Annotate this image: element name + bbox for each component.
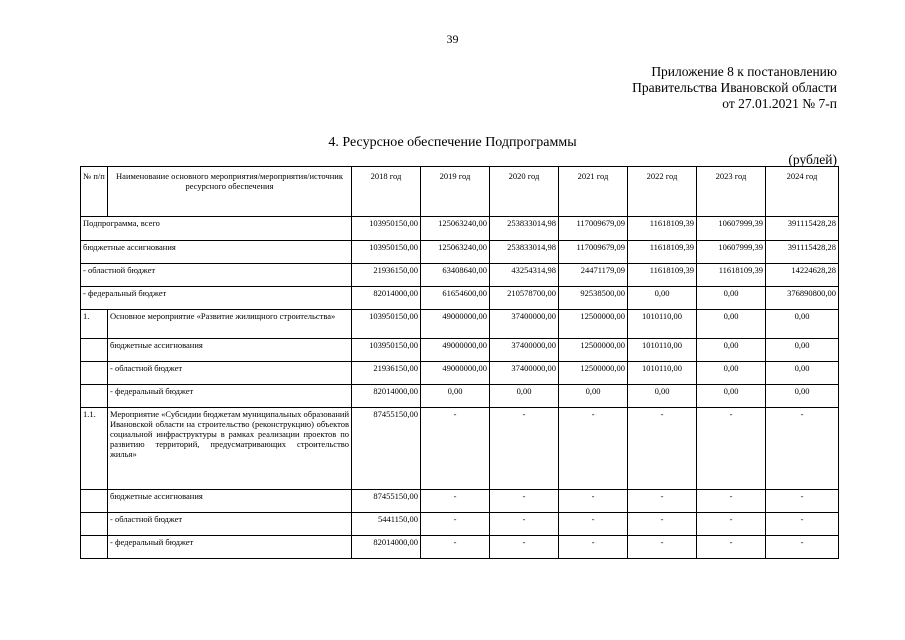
row-num bbox=[81, 362, 108, 385]
row-name: - областной бюджет bbox=[108, 362, 352, 385]
cell-2021: 117009679,09 bbox=[559, 217, 628, 241]
cell-2022: - bbox=[628, 536, 697, 559]
header-2023: 2023 год bbox=[697, 167, 766, 217]
cell-2021: 92538500,00 bbox=[559, 287, 628, 310]
header-2020: 2020 год bbox=[490, 167, 559, 217]
cell-2024: 391115428,28 bbox=[766, 241, 839, 264]
cell-2024: 0,00 bbox=[766, 339, 839, 362]
row-name: Основное мероприятие «Развитие жилищного строительства» bbox=[108, 310, 352, 339]
table-row bbox=[81, 408, 839, 490]
table-row bbox=[81, 287, 839, 310]
cell-2023: - bbox=[697, 490, 766, 513]
cell-2019: - bbox=[421, 513, 490, 536]
table-row bbox=[81, 241, 839, 264]
cell-2018: 82014000,00 bbox=[352, 287, 421, 310]
header-2018: 2018 год bbox=[352, 167, 421, 217]
row-num bbox=[81, 536, 108, 559]
cell-2018: 103950150,00 bbox=[352, 339, 421, 362]
resource-table bbox=[80, 166, 839, 559]
cell-2018: 82014000,00 bbox=[352, 385, 421, 408]
cell-2024: - bbox=[766, 490, 839, 513]
header-2024: 2024 год bbox=[766, 167, 839, 217]
cell-2023: - bbox=[697, 536, 766, 559]
cell-2018: 21936150,00 bbox=[352, 264, 421, 287]
cell-2020: 210578700,00 bbox=[490, 287, 559, 310]
cell-2021: 12500000,00 bbox=[559, 310, 628, 339]
cell-2019: 61654600,00 bbox=[421, 287, 490, 310]
unit-label: (рублей) bbox=[788, 152, 837, 167]
appendix-line-3: от 27.01.2021 № 7-п bbox=[722, 96, 837, 111]
row-name: - федеральный бюджет bbox=[108, 385, 352, 408]
cell-2022: - bbox=[628, 490, 697, 513]
cell-2022: 11618109,39 bbox=[628, 241, 697, 264]
cell-2023: 0,00 bbox=[697, 362, 766, 385]
cell-2019: 63408640,00 bbox=[421, 264, 490, 287]
cell-2024: 391115428,28 bbox=[766, 217, 839, 241]
cell-2023: 0,00 bbox=[697, 385, 766, 408]
header-name: Наименование основного мероприятия/мероприятия/источник ресурсного обеспечения bbox=[108, 167, 352, 217]
cell-2020: 253833014,98 bbox=[490, 241, 559, 264]
table-row bbox=[81, 310, 839, 339]
row-name: бюджетные ассигнования bbox=[108, 490, 352, 513]
row-name: - областной бюджет bbox=[108, 513, 352, 536]
row-name: бюджетные ассигнования bbox=[108, 339, 352, 362]
table-header-row bbox=[81, 167, 839, 217]
cell-2021: 0,00 bbox=[559, 385, 628, 408]
cell-2024: 0,00 bbox=[766, 385, 839, 408]
row-num: 1.1. bbox=[81, 408, 108, 490]
row-num bbox=[81, 490, 108, 513]
table-row bbox=[81, 385, 839, 408]
cell-2023: 0,00 bbox=[697, 287, 766, 310]
row-name: Мероприятие «Субсидии бюджетам муниципальных образований Ивановской области на строительство (реконструкцию) объектов социальной инфраструктуры в рамках реализации проектов по развитию территорий, предусматривающих строительство жилья» bbox=[108, 408, 352, 490]
cell-2018: 103950150,00 bbox=[352, 217, 421, 241]
cell-2021: 24471179,09 bbox=[559, 264, 628, 287]
cell-2018: 82014000,00 bbox=[352, 536, 421, 559]
cell-2022: 1010110,00 bbox=[628, 310, 697, 339]
cell-2021: 12500000,00 bbox=[559, 362, 628, 385]
cell-2022: 1010110,00 bbox=[628, 339, 697, 362]
row-name: бюджетные ассигнования bbox=[81, 241, 352, 264]
cell-2020: - bbox=[490, 513, 559, 536]
cell-2024: 14224628,28 bbox=[766, 264, 839, 287]
cell-2024: 0,00 bbox=[766, 310, 839, 339]
cell-2019: 0,00 bbox=[421, 385, 490, 408]
table-row bbox=[81, 536, 839, 559]
cell-2021: - bbox=[559, 490, 628, 513]
cell-2023: 0,00 bbox=[697, 339, 766, 362]
cell-2018: 87455150,00 bbox=[352, 490, 421, 513]
cell-2022: 11618109,39 bbox=[628, 217, 697, 241]
cell-2019: - bbox=[421, 408, 490, 490]
cell-2022: 0,00 bbox=[628, 287, 697, 310]
row-name: - областной бюджет bbox=[81, 264, 352, 287]
cell-2022: 1010110,00 bbox=[628, 362, 697, 385]
cell-2021: 117009679,09 bbox=[559, 241, 628, 264]
cell-2020: - bbox=[490, 490, 559, 513]
cell-2022: - bbox=[628, 513, 697, 536]
cell-2022: - bbox=[628, 408, 697, 490]
appendix-line-1: Приложение 8 к постановлению bbox=[651, 64, 837, 79]
cell-2019: 49000000,00 bbox=[421, 310, 490, 339]
cell-2019: 49000000,00 bbox=[421, 339, 490, 362]
cell-2019: - bbox=[421, 536, 490, 559]
cell-2021: - bbox=[559, 536, 628, 559]
cell-2022: 0,00 bbox=[628, 385, 697, 408]
table-row bbox=[81, 513, 839, 536]
cell-2023: 11618109,39 bbox=[697, 264, 766, 287]
cell-2021: 12500000,00 bbox=[559, 339, 628, 362]
cell-2024: - bbox=[766, 408, 839, 490]
cell-2024: - bbox=[766, 536, 839, 559]
cell-2018: 87455150,00 bbox=[352, 408, 421, 490]
cell-2024: - bbox=[766, 513, 839, 536]
appendix-line-2: Правительства Ивановской области bbox=[632, 80, 837, 95]
page-number: 39 bbox=[446, 32, 459, 46]
cell-2023: 0,00 bbox=[697, 310, 766, 339]
cell-2018: 103950150,00 bbox=[352, 310, 421, 339]
row-num: 1. bbox=[81, 310, 108, 339]
table-row bbox=[81, 264, 839, 287]
cell-2020: 43254314,98 bbox=[490, 264, 559, 287]
cell-2020: 253833014,98 bbox=[490, 217, 559, 241]
header-2019: 2019 год bbox=[421, 167, 490, 217]
row-num bbox=[81, 339, 108, 362]
cell-2024: 376890800,00 bbox=[766, 287, 839, 310]
row-name: - федеральный бюджет bbox=[108, 536, 352, 559]
row-name: Подпрограмма, всего bbox=[81, 217, 352, 241]
appendix-reference bbox=[632, 64, 837, 112]
cell-2019: 125063240,00 bbox=[421, 217, 490, 241]
section-title: 4. Ресурсное обеспечение Подпрограммы bbox=[328, 135, 577, 150]
cell-2019: 49000000,00 bbox=[421, 362, 490, 385]
header-2021: 2021 год bbox=[559, 167, 628, 217]
cell-2018: 5441150,00 bbox=[352, 513, 421, 536]
row-name: - федеральный бюджет bbox=[81, 287, 352, 310]
cell-2023: 10607999,39 bbox=[697, 241, 766, 264]
header-num: № п/п bbox=[81, 167, 108, 217]
cell-2022: 11618109,39 bbox=[628, 264, 697, 287]
cell-2019: 125063240,00 bbox=[421, 241, 490, 264]
cell-2019: - bbox=[421, 490, 490, 513]
cell-2020: - bbox=[490, 536, 559, 559]
cell-2021: - bbox=[559, 408, 628, 490]
cell-2020: 0,00 bbox=[490, 385, 559, 408]
cell-2020: 37400000,00 bbox=[490, 362, 559, 385]
table-row bbox=[81, 490, 839, 513]
row-num bbox=[81, 385, 108, 408]
table-row bbox=[81, 217, 839, 241]
cell-2023: - bbox=[697, 513, 766, 536]
cell-2020: 37400000,00 bbox=[490, 339, 559, 362]
table-row bbox=[81, 362, 839, 385]
header-2022: 2022 год bbox=[628, 167, 697, 217]
cell-2018: 103950150,00 bbox=[352, 241, 421, 264]
row-num bbox=[81, 513, 108, 536]
cell-2018: 21936150,00 bbox=[352, 362, 421, 385]
table-row bbox=[81, 339, 839, 362]
cell-2024: 0,00 bbox=[766, 362, 839, 385]
cell-2021: - bbox=[559, 513, 628, 536]
cell-2020: 37400000,00 bbox=[490, 310, 559, 339]
cell-2023: - bbox=[697, 408, 766, 490]
cell-2023: 10607999,39 bbox=[697, 217, 766, 241]
cell-2020: - bbox=[490, 408, 559, 490]
